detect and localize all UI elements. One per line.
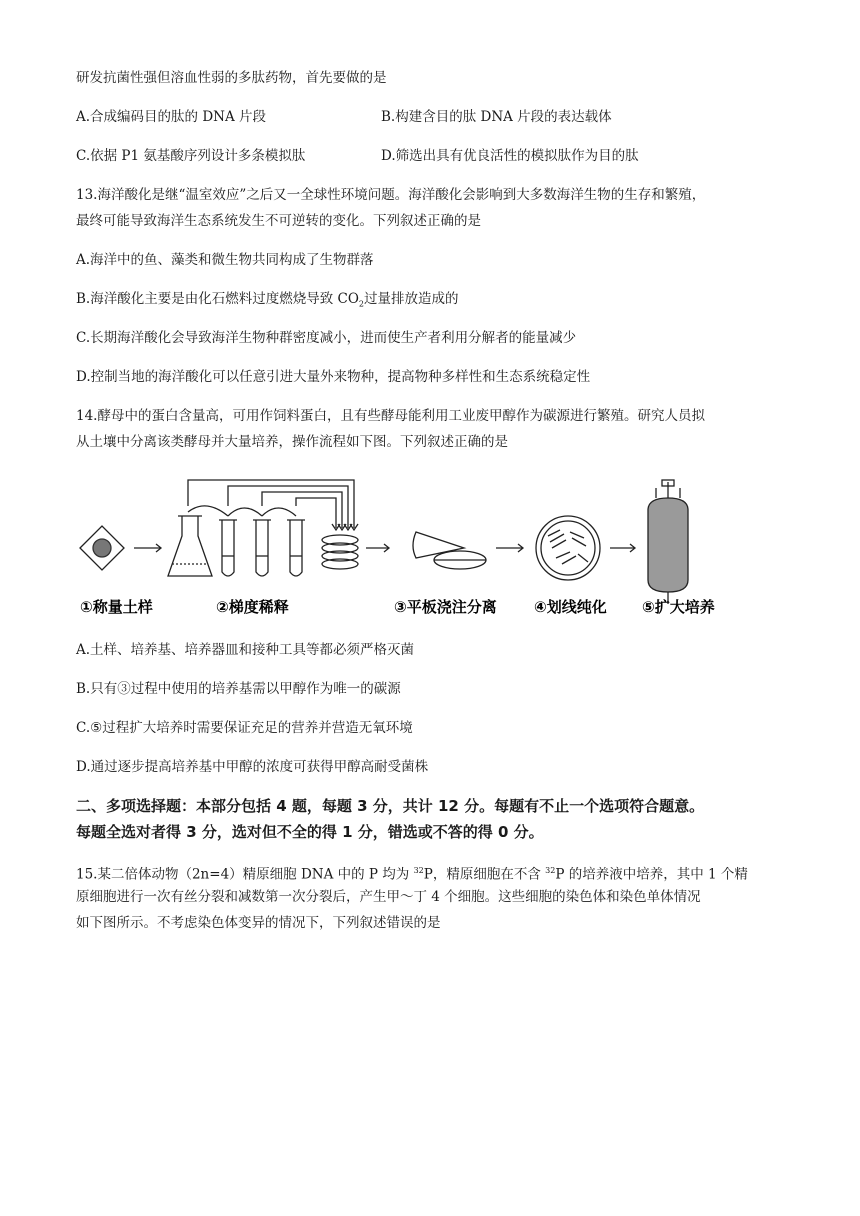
q13-option-b [76, 289, 459, 315]
q15-stem-line1 [76, 861, 748, 885]
q13-option-b-post: 过量排放造成的 [364, 291, 459, 307]
q15-stem-line3: 如下图所示。不考虑染色体变异的情况下，下列叙述错误的是 [76, 915, 441, 931]
transfer-arc-2 [228, 508, 262, 516]
q12-stem-tail: 研发抗菌性强但溶血性弱的多肽药物，首先要做的是 [76, 70, 387, 86]
figure-label-1: ①称量土样 [80, 598, 153, 616]
figure-label-2: ②梯度稀释 [216, 598, 289, 616]
q12-option-c: C.依据 P1 氨基酸序列设计多条模拟肽 [76, 148, 306, 164]
figure-label-3: ③平板浇注分离 [394, 598, 497, 616]
q12-option-b: B.构建含目的肽 DNA 片段的表达载体 [381, 109, 612, 125]
section2-heading-line1: 二、多项选择题：本部分包括 4 题，每题 3 分，共计 12 分。每题有不止一个选项符合题意。 [76, 797, 705, 815]
figure-label-5: ⑤扩大培养 [642, 598, 715, 616]
q15-text-c: P 的培养液中培养，其中 1 个精 [555, 866, 748, 883]
flask-icon [168, 516, 212, 576]
streak-plate-icon [536, 516, 600, 580]
section2-heading-line2: 每题全选对者得 3 分，选对但不全的得 1 分，错选或不答的得 0 分。 [76, 823, 544, 841]
q13-option-d: D.控制当地的海洋酸化可以任意引进大量外来物种，提高物种多样性和生态系统稳定性 [76, 369, 591, 385]
q13-option-b-pre: B.海洋酸化主要是由化石燃料过度燃烧导致 CO [76, 291, 359, 307]
q13-option-c: C.长期海洋酸化会导致海洋生物种群密度减小，进而使生产者利用分解者的能量减少 [76, 330, 577, 346]
q14-option-b: B.只有③过程中使用的培养基需以甲醇作为唯一的碳源 [76, 681, 401, 697]
q15-sup-2: 32 [545, 866, 556, 875]
q13-option-a: A.海洋中的鱼、藻类和微生物共同构成了生物群落 [76, 252, 374, 268]
q14-option-d: D.通过逐步提高培养基中甲醇的浓度可获得甲醇高耐受菌株 [76, 759, 429, 775]
q15-text-b: P，精原细胞在不含 [423, 866, 546, 883]
q14-option-c: C.⑤过程扩大培养时需要保证充足的营养并营造无氧环境 [76, 720, 413, 736]
test-tube-1-icon [219, 520, 237, 576]
q12-option-d: D.筛选出具有优良活性的模拟肽作为目的肽 [381, 148, 639, 164]
soil-sample-icon [80, 526, 124, 570]
q13-stem-line2: 最终可能导致海洋生态系统发生不可逆转的变化。下列叙述正确的是 [76, 213, 481, 229]
transfer-arc-3 [262, 508, 296, 516]
pour-plate-icon [413, 532, 486, 569]
q15-stem-line2: 原细胞进行一次有丝分裂和减数第一次分裂后，产生甲～丁 4 个细胞。这些细胞的染色体和染色单体情况 [76, 889, 701, 905]
q15-sup-1: 32 [413, 866, 424, 875]
plating-lines [188, 480, 358, 530]
transfer-arc-1 [188, 506, 228, 516]
q12-option-a: A.合成编码目的肽的 DNA 片段 [76, 109, 267, 125]
yeast-isolation-flowchart [76, 476, 776, 626]
q13-stem-line1: 13.海洋酸化是继“温室效应”之后又一全球性环境问题。海洋酸化会影响到大多数海洋生物的生存和繁殖， [76, 187, 706, 203]
q14-stem-line1: 14.酵母中的蛋白含量高，可用作饲料蛋白，且有些酵母能利用工业废甲醇作为碳源进行繁殖。研究人员拟 [76, 408, 705, 424]
test-tube-3-icon [287, 520, 305, 576]
q14-option-a: A.土样、培养基、培养器皿和接种工具等都必须严格灭菌 [76, 642, 415, 658]
plate-stack-icon [322, 535, 358, 569]
co2-subscript: 2 [358, 299, 364, 309]
q15-text-a: 15.某二倍体动物（2n=4）精原细胞 DNA 中的 P 均为 [76, 866, 414, 883]
test-tube-2-icon [253, 520, 271, 576]
fermenter-icon [648, 480, 688, 604]
q14-stem-line2: 从土壤中分离该类酵母并大量培养，操作流程如下图。下列叙述正确的是 [76, 434, 508, 450]
figure-label-4: ④划线纯化 [534, 598, 607, 616]
